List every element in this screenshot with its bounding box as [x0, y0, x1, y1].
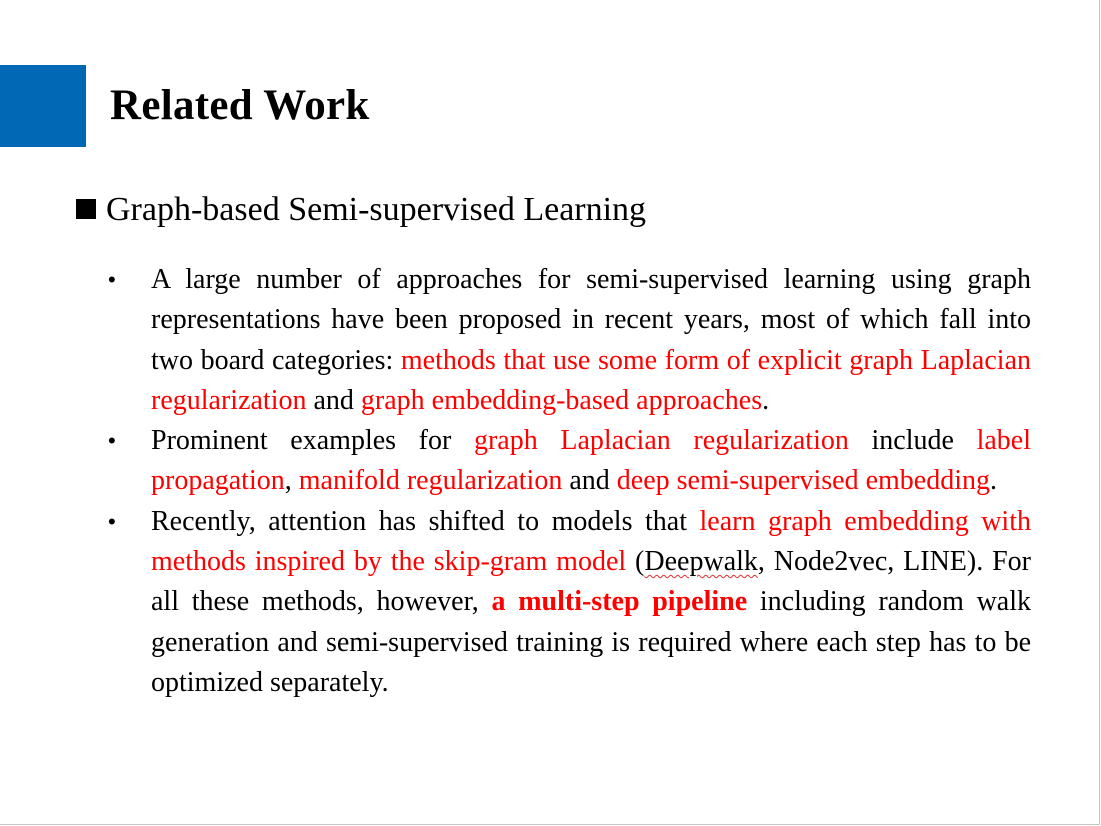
text-segment: including random walk generation and semi-supervised training is required where each step has to be optimized separately. [151, 586, 1031, 698]
bullet-item [108, 502, 1031, 703]
emphasized-text: a multi-step pipeline [491, 586, 748, 618]
text-segment: ( [626, 546, 645, 578]
highlighted-text: deep semi-supervised embedding [616, 465, 990, 497]
text-segment: include [848, 425, 977, 457]
spellcheck-flagged-word: Deepwalk [644, 546, 758, 578]
bullet-dot-icon: • [108, 508, 116, 534]
text-segment: . [990, 465, 997, 497]
highlighted-text: graph Laplacian regularization [473, 425, 849, 457]
bullet-dot-icon: • [108, 267, 116, 292]
text-segment: Prominent examples for [151, 425, 474, 457]
highlighted-text: graph embedding-based approaches [360, 384, 763, 416]
text-segment: and [306, 384, 361, 416]
highlighted-text: label propagation [151, 425, 1031, 497]
text-segment: A large number of approaches for semi-supervised learning using graph representations have been proposed in recent years, most of which fall into two board categories: [151, 264, 1031, 376]
highlighted-text: learn graph embedding with methods inspired by the skip-gram model [151, 505, 1031, 578]
text-segment: , [284, 465, 299, 497]
bullet-list [108, 260, 1031, 703]
highlighted-text: manifold regularization [298, 465, 563, 497]
text-segment: Recently, attention has shifted to models that [151, 505, 700, 537]
black-square-bullet-icon [76, 199, 96, 219]
bullet-item [108, 421, 1031, 502]
text-segment: , Node2vec, LINE). For all these methods, however, [151, 546, 1031, 618]
bullet-dot-icon: • [108, 428, 116, 454]
section-heading [76, 188, 646, 232]
slide-title: Related Work [110, 82, 370, 129]
section-heading-text: Graph-based Semi-supervised Learning [106, 191, 647, 228]
highlighted-text: methods that use some form of explicit graph Laplacian regularization [151, 344, 1031, 416]
text-segment: . [762, 384, 770, 416]
title-accent-block [0, 65, 86, 147]
text-segment: and [562, 465, 617, 497]
bullet-item [108, 260, 1031, 421]
